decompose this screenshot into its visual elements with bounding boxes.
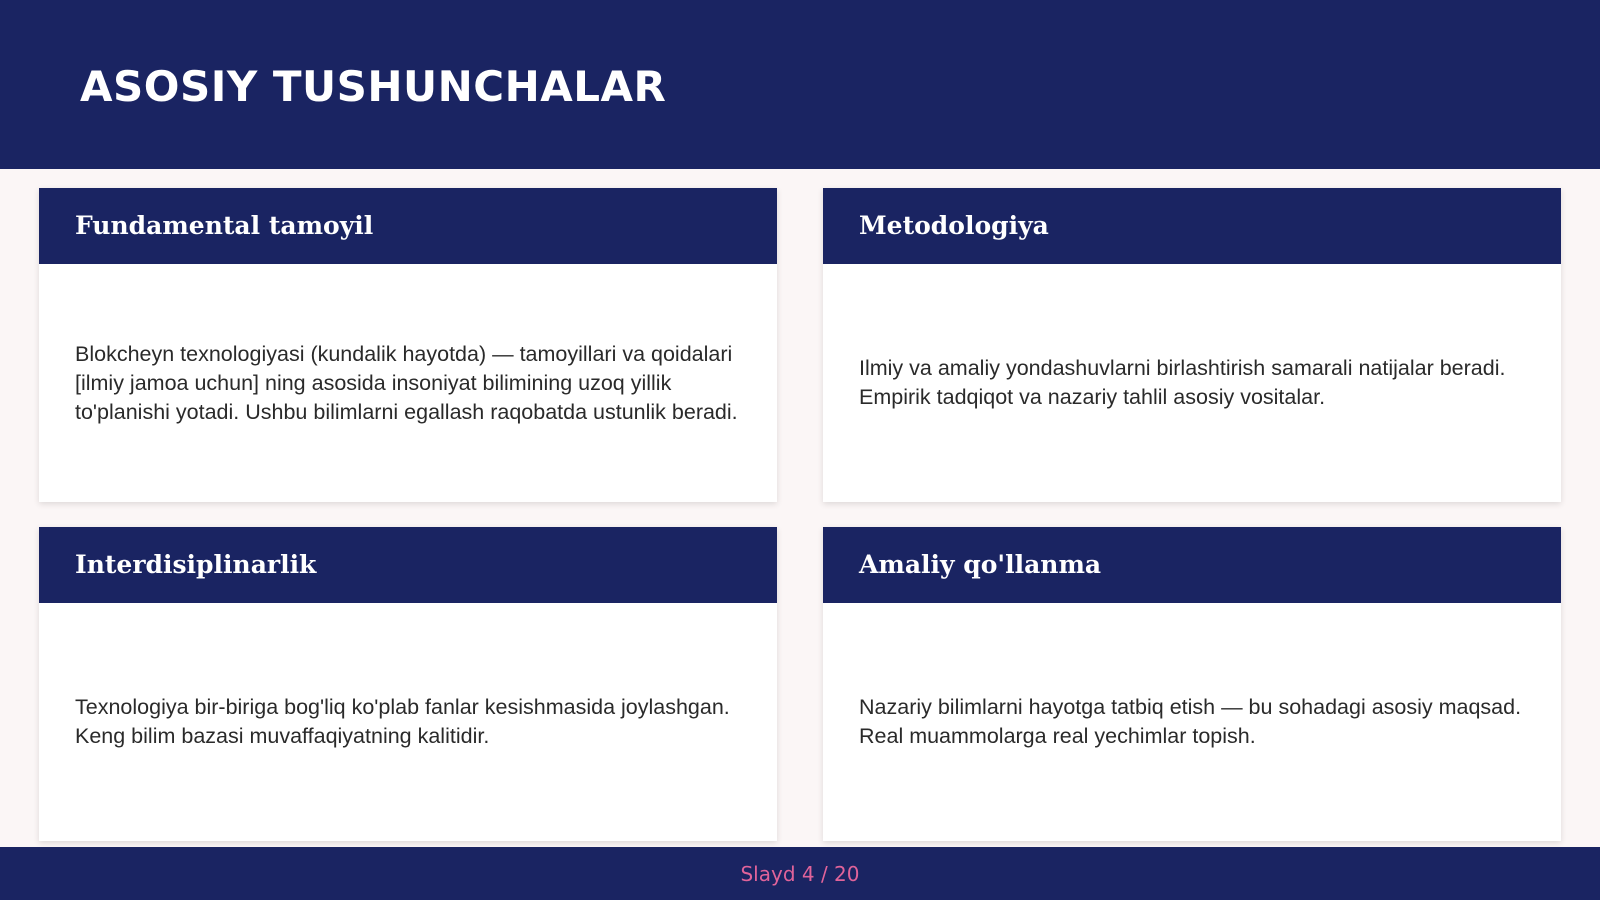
card-body [823, 264, 1561, 502]
slide-footer [0, 847, 1600, 900]
card-text: Ilmiy va amaliy yondashuvlarni birlashtirish samarali natijalar beradi. Empirik tadqiqot va nazariy tahlil asosiy vositalar. [859, 356, 1506, 409]
card-body [39, 264, 777, 502]
card-header [39, 527, 777, 603]
card-interdisciplinarity [39, 527, 777, 841]
card-header [39, 188, 777, 264]
card-title: Fundamental tamoyil [75, 211, 374, 240]
card-text: Texnologiya bir-biriga bog'liq ko'plab fanlar kesishmasida joylashgan. Keng bilim bazasi muvaffaqiyatning kalitidir. [75, 695, 730, 748]
slide-number: Slayd 4 / 20 [740, 861, 860, 886]
card-fundamental-principle [39, 188, 777, 502]
card-text: Blokcheyn texnologiyasi (kundalik hayotda) — tamoyillari va qoidalari [ilmiy jamoa uchun] ning asosida insoniyat bilimining uzoq yillik to'planishi yotadi. Ushbu bilimlarni egallash raqobatda ustunlik beradi. [75, 341, 738, 424]
card-methodology [823, 188, 1561, 502]
card-header [823, 527, 1561, 603]
card-header [823, 188, 1561, 264]
slide-header [0, 0, 1600, 169]
card-title: Metodologiya [859, 211, 1049, 240]
card-practical-guide [823, 527, 1561, 841]
card-title: Amaliy qo'llanma [859, 550, 1102, 579]
card-body [823, 603, 1561, 841]
card-body [39, 603, 777, 841]
card-title: Interdisiplinarlik [75, 550, 317, 579]
slide-title: ASOSIY TUSHUNCHALAR [80, 62, 667, 111]
card-text: Nazariy bilimlarni hayotga tatbiq etish — bu sohadagi asosiy maqsad. Real muammolarga real yechimlar topish. [859, 695, 1522, 748]
